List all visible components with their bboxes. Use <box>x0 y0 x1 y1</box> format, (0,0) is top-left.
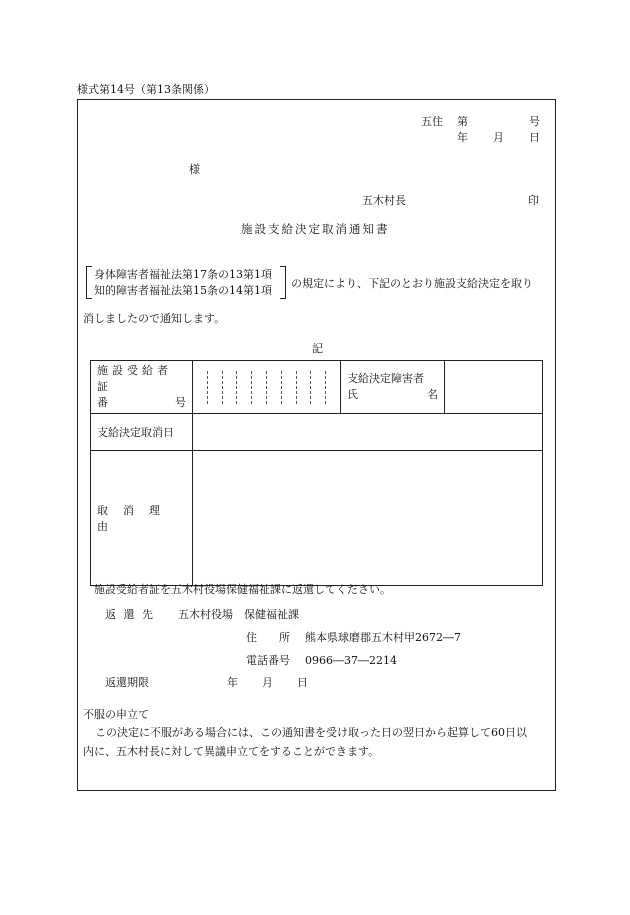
table-row <box>91 451 543 586</box>
recipient-name-label-cell <box>341 361 445 414</box>
table-row <box>91 414 543 451</box>
ki-heading: 記 <box>312 342 323 355</box>
cert-number-label-line2: 番 号 <box>97 396 186 409</box>
address-value: 熊本県球磨郡五木村甲2672―7 <box>305 631 461 644</box>
table-row <box>91 361 543 414</box>
objection-line-1: この決定に不服がある場合には、この通知書を受け取った日の翌日から起算して60日以 <box>95 726 527 739</box>
deadline-year: 年 <box>227 676 238 689</box>
reason-label-cell: 取 消 理 由 <box>91 451 193 586</box>
objection-heading: 不服の申立て <box>83 708 149 721</box>
recipient-name-label-line1: 支給決定障害者 <box>347 372 424 385</box>
body-line-1: の規定により、下記のとおり施設支給決定を取り <box>291 277 533 290</box>
bracket-left <box>86 266 92 299</box>
date-month: 月 <box>493 131 504 144</box>
bracket-right <box>280 266 286 299</box>
phone-label: 電話番号 <box>246 654 290 667</box>
return-to-label: 返 還 先 <box>105 608 155 621</box>
law-reference-2: 知的障害者福祉法第15条の14第1項 <box>94 284 272 297</box>
law-reference-1: 身体障害者福祉法第17条の13第1項 <box>94 268 272 281</box>
addressee-suffix: 様 <box>189 163 200 176</box>
address-label: 住 所 <box>246 631 290 644</box>
reference-go: 号 <box>529 115 540 128</box>
seal-mark: 印 <box>528 194 539 207</box>
reference-dai: 第 <box>457 115 468 128</box>
cert-number-label-cell <box>91 361 193 414</box>
objection-line-2: 内に、五木村長に対して異議申立てをすることができます。 <box>83 745 380 758</box>
cert-number-label-line1: 施設受給者証 <box>97 364 172 393</box>
document-title: 施設支給決定取消通知書 <box>241 222 390 236</box>
cert-number-boxes[interactable] <box>193 361 341 414</box>
reason-value-cell[interactable] <box>193 451 543 586</box>
phone-value: 0966―37―2214 <box>305 654 397 667</box>
deadline-day: 日 <box>297 676 308 689</box>
details-table <box>90 360 543 586</box>
deadline-label: 返還期限 <box>105 676 149 689</box>
return-note: 施設受給者証を五木村役場保健福祉課に返還してください。 <box>94 583 391 596</box>
cert-number-digit-boxes <box>193 371 340 404</box>
body-line-2: 消しましたので通知します。 <box>83 312 226 325</box>
recipient-name-value-cell[interactable] <box>445 361 543 414</box>
form-number: 様式第14号（第13条関係） <box>77 83 215 96</box>
reference-prefix: 五住 <box>421 115 443 128</box>
law-reference-bracket <box>86 266 286 299</box>
cancel-date-value-cell[interactable] <box>193 414 543 451</box>
cancel-date-label-cell: 支給決定取消日 <box>91 414 193 451</box>
date-year: 年 <box>457 131 468 144</box>
deadline-month: 月 <box>262 676 273 689</box>
issuer: 五木村長 <box>362 194 406 207</box>
return-to-value: 五木村役場 保健福祉課 <box>178 608 299 621</box>
date-day: 日 <box>529 131 540 144</box>
recipient-name-label-line2: 氏 名 <box>347 388 438 401</box>
